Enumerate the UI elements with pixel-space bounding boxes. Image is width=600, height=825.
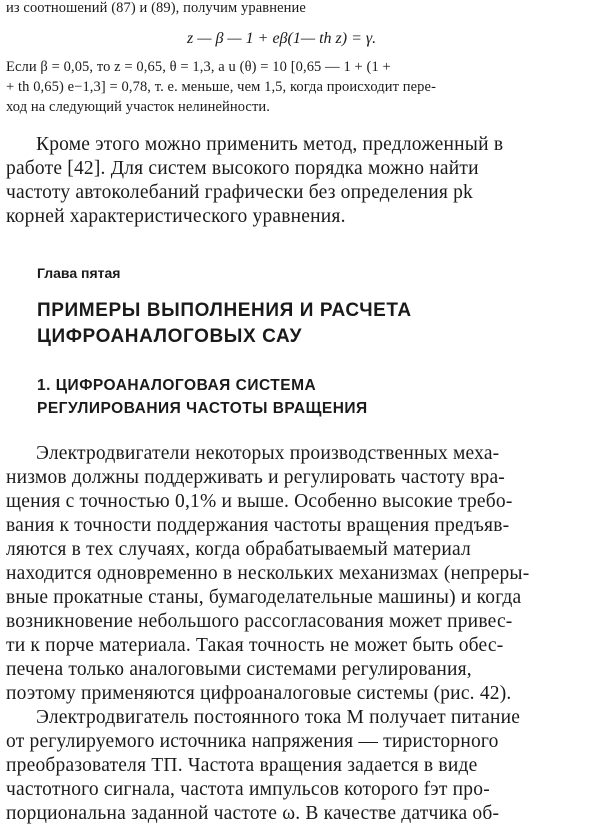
paragraph-line: щения с точностью 0,1% и выше. Особенно высокие требо- — [6, 491, 513, 512]
paragraph-line: вные прокатные станы, бумагоделательные машины) и когда — [6, 587, 522, 608]
paragraph-line: работе [42]. Для систем высокого порядка можно найти — [6, 158, 479, 179]
paragraph-line: Кроме этого можно применить метод, предложенный в — [36, 134, 504, 155]
paragraph-line: ляются в тех случаях, когда обрабатываемый материал — [6, 539, 471, 560]
chapter-title: ЦИФРОАНАЛОГОВЫХ САУ — [37, 326, 303, 347]
paragraph-line: преобразователя ТП. Частота вращения задается в виде — [6, 755, 478, 776]
equation: z — β — 1 + eβ(1— th z) = γ. — [187, 30, 377, 47]
paragraph-line: от регулируемого источника напряжения — тиристорного — [6, 731, 499, 752]
paragraph-line: вания к точности поддержания частоты вращения предъяв- — [6, 515, 510, 536]
paragraph-line: частотного сигнала, частота импульсов которого fэт про- — [6, 779, 490, 800]
paragraph-line: поэтому применяются цифроаналоговые системы (рис. 42). — [6, 683, 512, 704]
paragraph-line: низмов должны поддерживать и регулировать частоту вра- — [6, 467, 506, 488]
paragraph-line: Электродвигатели некоторых производственных меха- — [36, 443, 500, 464]
paragraph-line: частоту автоколебаний графически без определения pk — [6, 182, 473, 203]
paragraph-line: печена только аналоговыми системами регулирования, — [6, 659, 472, 680]
paragraph-line: находится одновременно в нескольких механизмах (непреры- — [6, 563, 530, 584]
intro-line: + th 0,65) e−1,3] = 0,78, т. е. меньше, чем 1,5, когда происходит пере- — [6, 79, 436, 95]
intro-line: из соотношений (87) и (89), получим уравнение — [6, 0, 306, 16]
paragraph-line: порциональна заданной частоте ω. В качестве датчика об- — [6, 803, 500, 824]
paragraph-line: Электродвигатель постоянного тока M получает питание — [36, 707, 521, 728]
paragraph-line: корней характеристического уравнения. — [6, 206, 346, 227]
paragraph-line: возникновение небольшого рассогласования может привес- — [6, 611, 513, 632]
section-title: РЕГУЛИРОВАНИЯ ЧАСТОТЫ ВРАЩЕНИЯ — [37, 400, 368, 417]
section-title: 1. ЦИФРОАНАЛОГОВАЯ СИСТЕМА — [37, 377, 317, 394]
chapter-label: Глава пятая — [37, 265, 121, 281]
intro-line: Если β = 0,05, то z = 0,65, θ = 1,3, а u (θ) = 10 [0,65 — 1 + (1 + — [6, 59, 391, 75]
intro-line: ход на следующий участок нелинейности. — [6, 99, 270, 115]
chapter-title: ПРИМЕРЫ ВЫПОЛНЕНИЯ И РАСЧЕТА — [37, 300, 412, 321]
paragraph-line: ти к порче материала. Такая точность не может быть обес- — [6, 635, 504, 656]
